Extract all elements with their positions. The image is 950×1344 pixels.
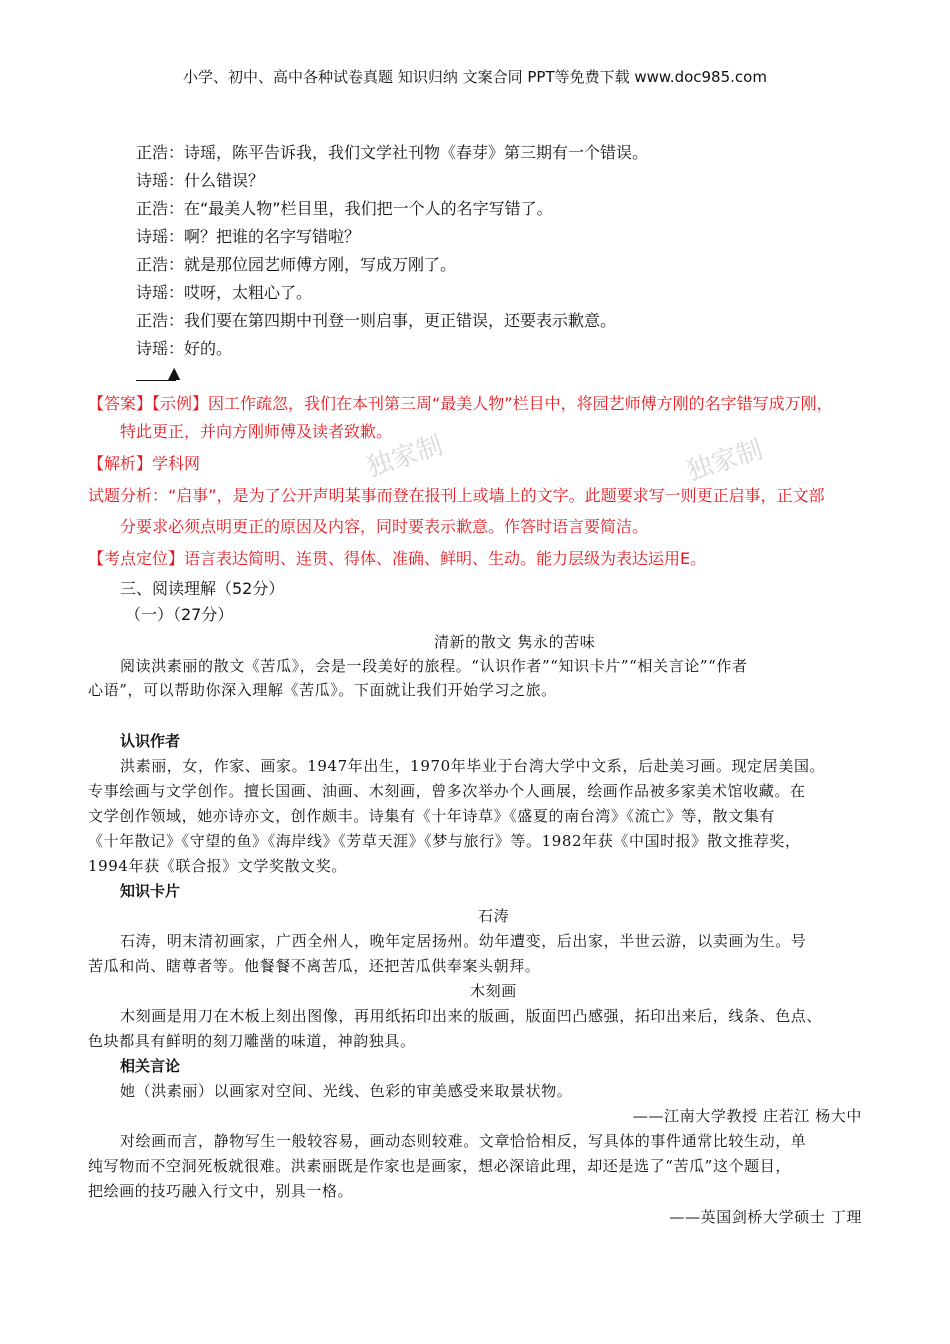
dialogue-line: 正浩：在“最美人物”栏目里，我们把一个人的名字写错了。 (136, 199, 553, 218)
card-heading: 知识卡片 (120, 882, 181, 900)
author-line: 1994年获《联合报》文学奖散文奖。 (88, 857, 347, 875)
intro-line: 阅读洪素丽的散文《苦瓜》，会是一段美好的旅程。“认识作者”“知识卡片”“相关言论”“作者 (120, 657, 748, 675)
watermark: 独家制 (683, 434, 767, 488)
dialogue-line: 正浩：我们要在第四期中刊登一则启事，更正错误，还要表示歉意。 (136, 311, 617, 330)
dialogue-line: 正浩：诗瑶，陈平告诉我，我们文学社刊物《春芽》第三期有一个错误。 (136, 143, 649, 162)
remark-source: ——英国剑桥大学硕士 丁理 (669, 1208, 862, 1226)
answer-blank (136, 363, 181, 382)
shitao-line: 苦瓜和尚、瞎尊者等。他餐餐不离苦瓜，还把苦瓜供奉案头朝拜。 (88, 957, 541, 975)
section-title: 三、阅读理解（52分） (120, 579, 285, 598)
kaodian-line: 【考点定位】语言表达简明、连贯、得体、准确、鲜明、生动。能力层级为表达运用E。 (88, 549, 707, 568)
dialogue-line: 诗瑶：什么错误？ (136, 171, 265, 190)
remark-quote: 把绘画的技巧融入行文中，别具一格。 (88, 1182, 354, 1200)
part-title: （一）（27分） (125, 605, 234, 624)
intro-line: 心语”，可以帮助你深入理解《苦瓜》。下面就让我们开始学习之旅。 (88, 681, 557, 699)
author-line: 文学创作领域，她亦诗亦文，创作颇丰。诗集有《十年诗草》《盛夏的南台湾》《流亡》等，散文集有 (88, 807, 776, 825)
dialogue-line: 诗瑶：哎呀，太粗心了。 (136, 283, 313, 302)
mukehua-title: 木刻画 (470, 982, 517, 1000)
triangle-icon: ▲ (168, 363, 181, 382)
watermark: 独家制 (363, 430, 447, 484)
remark-quote: 纯写物而不空洞死板就很难。洪素丽既是作家也是画家，想必深谙此理，却还是选了“苦瓜”这个题目， (88, 1157, 791, 1175)
remarks-heading: 相关言论 (120, 1057, 181, 1075)
remark-quote: 她（洪素丽）以画家对空间、光线、色彩的审美感受来取景状物。 (120, 1082, 573, 1100)
analysis-line: 分要求必须点明更正的原因及内容，同时要表示歉意。作答时语言要简洁。 (120, 517, 649, 536)
shitao-line: 石涛，明末清初画家，广西全州人，晚年定居扬州。幼年遭变，后出家，半世云游，以卖画为生。号 (120, 932, 807, 950)
analysis-line: 试题分析：“启事”，是为了公开声明某事而登在报刊上或墙上的文字。此题要求写一则更正启事，正文部 (88, 486, 825, 505)
article-title: 清新的散文 隽永的苦味 (434, 633, 596, 651)
remark-source: ——江南大学教授 庄若江 杨大中 (632, 1107, 862, 1125)
author-line: 洪素丽，女，作家、画家。1947年出生，1970年毕业于台湾大学中文系，后赴美习画。现定居美国。 (120, 757, 826, 775)
author-heading: 认识作者 (120, 732, 181, 750)
analysis-label: 【解析】学科网 (88, 454, 201, 473)
remark-quote: 对绘画而言，静物写生一般较容易，画动态则较难。文章恰恰相反，写具体的事件通常比较生动，单 (120, 1132, 807, 1150)
dialogue-line: 诗瑶：啊？把谁的名字写错啦？ (136, 227, 361, 246)
author-line: 《十年散记》《守望的鱼》《海岸线》《芳草天涯》《梦与旅行》等。1982年获《中国时报》散文推荐奖， (88, 832, 801, 850)
shitao-title: 石涛 (478, 907, 510, 925)
answer-line: 特此更正，并向方刚师傅及读者致歉。 (120, 422, 393, 441)
author-line: 专事绘画与文学创作。擅长国画、油画、木刻画，曾多次举办个人画展，绘画作品被多家美术馆收藏。在 (88, 782, 806, 800)
dialogue-line: 正浩：就是那位园艺师傅方刚，写成万刚了。 (136, 255, 457, 274)
mukehua-line: 色块都具有鲜明的刻刀雕凿的味道，神韵独具。 (88, 1032, 416, 1050)
dialogue-line: 诗瑶：好的。 (136, 339, 233, 358)
page-header: 小学、初中、高中各种试卷真题 知识归纳 文案合同 PPT等免费下载 www.doc985.com (183, 68, 767, 86)
mukehua-line: 木刻画是用刀在木板上刻出图像，再用纸拓印出来的版画，版面凹凸感强，拓印出来后，线条、色点、 (120, 1007, 823, 1025)
answer-line: 【答案】【示例】因工作疏忽，我们在本刊第三周“最美人物”栏目中，将园艺师傅方刚的名字错写成万刚， (88, 394, 833, 413)
